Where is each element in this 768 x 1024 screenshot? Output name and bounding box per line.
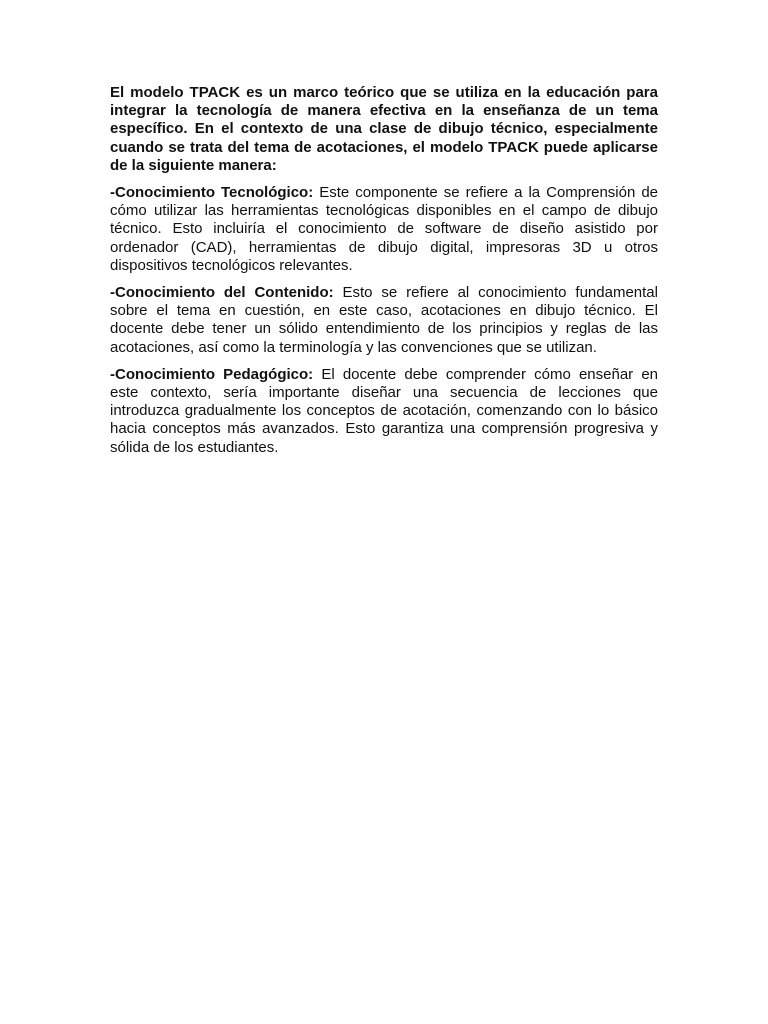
section-pedagogical-knowledge (110, 366, 658, 457)
section-text: El docente debe comprender cómo enseñar en este contexto, sería importante diseñar una secuencia de lecciones que introduzca gradualmente los conceptos de acotación, comenzando con lo básico hacia conceptos más avanzados. Esto garantiza una comprensión progresiva y sólida de los estudiantes. (110, 365, 658, 456)
section-text: Esto se refiere al conocimiento fundamental sobre el tema en cuestión, en este caso, acotaciones en dibujo técnico. El docente debe tener un sólido entendimiento de los principios y reglas de las acotaciones, así como la terminología y las convenciones que se utilizan. (110, 284, 658, 356)
section-term: -Conocimiento Tecnológico: (110, 184, 314, 202)
section-technological-knowledge (110, 184, 658, 275)
section-text: Este componente se refiere a la Comprensión de cómo utilizar las herramientas tecnológicas disponibles en el campo de dibujo técnico. Esto incluiría el conocimiento de software de diseño asistido por ordenador (CAD), herramientas de dibujo digital, impresoras 3D u otros dispositivos tecnológicos relevantes. (110, 184, 658, 274)
section-term: -Conocimiento del Contenido: (110, 284, 334, 302)
intro-paragraph: El modelo TPACK es un marco teórico que se utiliza en la educación para integrar la tecnología de manera efectiva en la enseñanza de un tema específico. En el contexto de una clase de dibujo técnico, especialmente cuando se trata del tema de acotaciones, el modelo TPACK puede aplicarse de la siguiente manera: (110, 84, 658, 174)
section-term: -Conocimiento Pedagógico: (110, 365, 314, 383)
section-content-knowledge (110, 284, 658, 357)
document-body (110, 84, 658, 466)
